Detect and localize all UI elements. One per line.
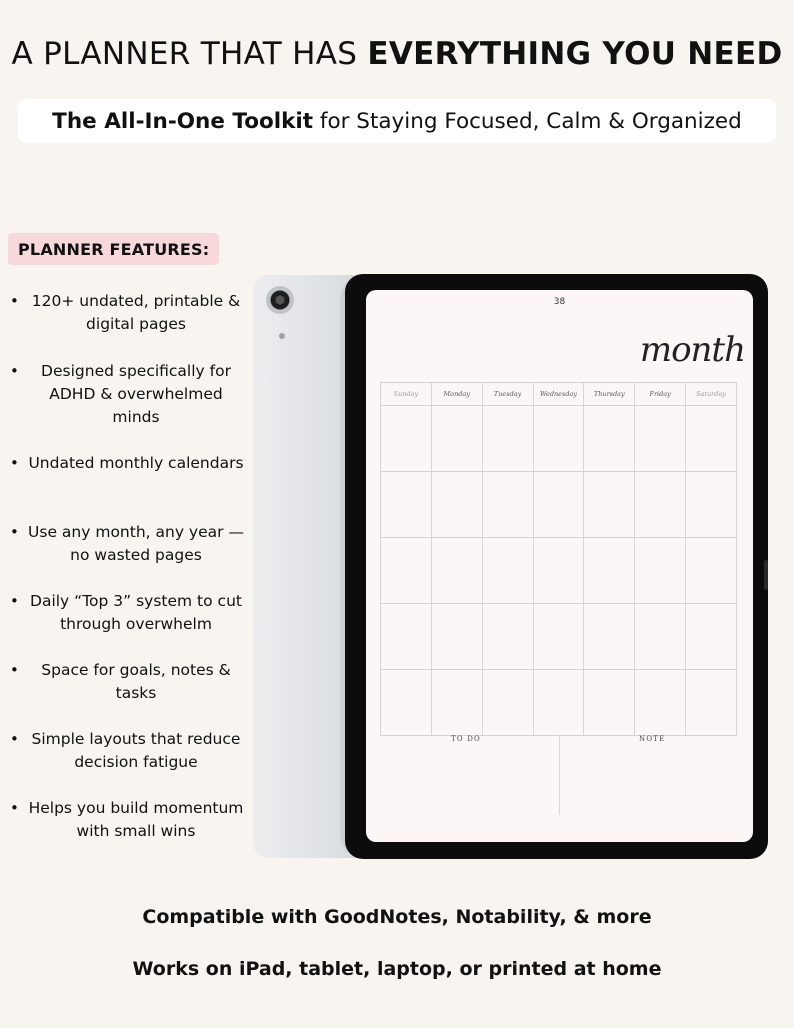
bullet-icon: • [10, 292, 19, 310]
headline-bold: EVERYTHING YOU NEED [367, 36, 783, 72]
headline-light: A PLANNER THAT HAS [11, 36, 358, 72]
page-headline [0, 36, 794, 72]
month-calendar-grid [380, 382, 737, 736]
subhead-banner [18, 99, 776, 143]
note-label: NOTE [639, 735, 666, 743]
calendar-day-cell[interactable] [533, 472, 584, 538]
calendar-day-cell[interactable] [482, 406, 533, 472]
calendar-day-cell[interactable] [686, 604, 737, 670]
calendar-day-cell[interactable] [381, 406, 432, 472]
weekday-header: Sunday [381, 383, 432, 406]
tablet-screen [366, 290, 753, 842]
calendar-day-cell[interactable] [431, 604, 482, 670]
page-number: 38 [553, 297, 566, 307]
calendar-day-cell[interactable] [584, 406, 635, 472]
feature-item: • Space for goals, notes & tasks [10, 661, 231, 702]
calendar-day-cell[interactable] [533, 538, 584, 604]
calendar-day-cell[interactable] [635, 604, 686, 670]
calendar-day-cell[interactable] [482, 670, 533, 736]
compatibility-line: Compatible with GoodNotes, Notability, & more [142, 906, 652, 928]
feature-item: • Use any month, any year — no wasted pages [10, 523, 244, 564]
feature-item: • Daily “Top 3” system to cut through overwhelm [10, 592, 242, 633]
weekday-header: Friday [635, 383, 686, 406]
features-heading: PLANNER FEATURES: [8, 233, 219, 265]
calendar-day-cell[interactable] [431, 538, 482, 604]
calendar-day-cell[interactable] [533, 670, 584, 736]
calendar-day-cell[interactable] [431, 472, 482, 538]
weekday-header: Tuesday [482, 383, 533, 406]
calendar-day-cell[interactable] [686, 406, 737, 472]
feature-item: • Undated monthly calendars [0, 452, 248, 475]
bullet-icon: • [10, 661, 19, 679]
calendar-day-cell[interactable] [635, 406, 686, 472]
calendar-day-cell[interactable] [635, 472, 686, 538]
feature-item: • Simple layouts that reduce decision fatigue [10, 730, 241, 771]
side-button [764, 560, 768, 590]
feature-item: • 120+ undated, printable & digital pages [10, 292, 241, 333]
bullet-icon: • [10, 454, 19, 472]
calendar-day-cell[interactable] [482, 538, 533, 604]
calendar-day-cell[interactable] [686, 670, 737, 736]
sensor-icon [279, 333, 285, 339]
weekday-header: Thursday [584, 383, 635, 406]
bullet-icon: • [10, 799, 19, 817]
camera-icon [266, 286, 294, 314]
calendar-day-cell[interactable] [686, 538, 737, 604]
calendar-day-cell[interactable] [584, 472, 635, 538]
calendar-day-cell[interactable] [635, 538, 686, 604]
subhead-rest: for Staying Focused, Calm & Organized [319, 108, 742, 134]
calendar-day-cell[interactable] [482, 472, 533, 538]
calendar-day-cell[interactable] [381, 604, 432, 670]
calendar-day-cell[interactable] [584, 604, 635, 670]
calendar-day-cell[interactable] [686, 472, 737, 538]
calendar-day-cell[interactable] [533, 406, 584, 472]
weekday-header: Saturday [686, 383, 737, 406]
todo-label: TO DO [451, 735, 481, 743]
month-title: month [639, 330, 745, 370]
bullet-icon: • [10, 362, 19, 380]
bullet-icon: • [10, 730, 19, 748]
weekday-header: Monday [431, 383, 482, 406]
calendar-week-row [381, 538, 737, 604]
calendar-day-cell[interactable] [431, 406, 482, 472]
calendar-day-cell[interactable] [533, 604, 584, 670]
calendar-day-cell[interactable] [381, 538, 432, 604]
calendar-day-cell[interactable] [584, 670, 635, 736]
calendar-day-cell[interactable] [482, 604, 533, 670]
weekday-header: Wednesday [533, 383, 584, 406]
calendar-day-cell[interactable] [431, 670, 482, 736]
notes-divider [559, 735, 560, 815]
feature-item: • Helps you build momentum with small wins [10, 799, 244, 840]
calendar-day-cell[interactable] [584, 538, 635, 604]
calendar-day-cell[interactable] [635, 670, 686, 736]
bullet-icon: • [10, 592, 19, 610]
calendar-day-cell[interactable] [381, 670, 432, 736]
subhead [52, 109, 742, 134]
feature-item: • Designed specifically for ADHD & overwhelmed minds [10, 362, 231, 426]
devices-line: Works on iPad, tablet, laptop, or printed at home [132, 958, 662, 980]
subhead-bold: The All-In-One Toolkit [52, 108, 314, 134]
calendar-week-row [381, 406, 737, 472]
calendar-week-row [381, 604, 737, 670]
calendar-day-cell[interactable] [381, 472, 432, 538]
bullet-icon: • [10, 523, 19, 541]
calendar-week-row [381, 670, 737, 736]
calendar-week-row [381, 472, 737, 538]
